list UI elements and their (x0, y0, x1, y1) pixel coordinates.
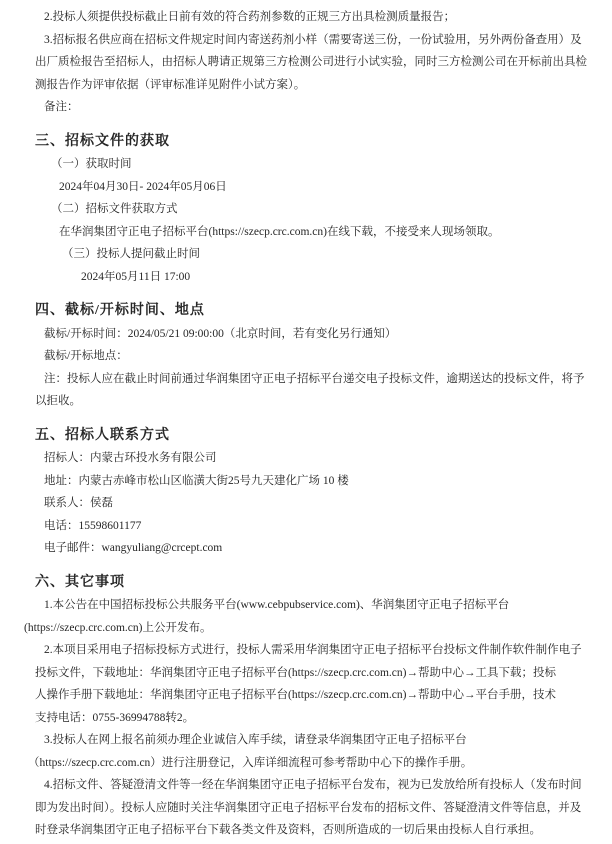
section-3-heading: 三、招标文件的获取 (35, 133, 170, 149)
section-6-item-2-line-2: 投标文件，下载地址：华润集团守正电子招标平台(https://szecp.crc.com.cn)→帮助中心→工具下载；投标 (35, 666, 556, 679)
section-3-item-3-value: 2024年05月11日 17:00 (81, 270, 191, 283)
section-6-item-3-line-1: 3.投标人在网上报名前须办理企业诚信入库手续，请登录华润集团守正电子招标平台 (44, 734, 467, 746)
section-5-heading: 五、招标人联系方式 (35, 427, 170, 443)
section-5-email-line: 电子邮件：wangyuliang@crcept.com (44, 542, 223, 554)
section-3-item-2-value: 在华润集团守正电子招标平台(https://szecp.crc.com.cn)在线下载，不接受来人现场领取。 (59, 225, 500, 238)
section-6-item-4-line-3: 时登录华润集团守正电子招标平台下载各类文件及资料，否则所造成的一切后果由投标人自行承担。 (35, 824, 541, 836)
section-5-address-line: 地址：内蒙古赤峰市松山区临潢大街25号九天建化广场 10 楼 (44, 474, 349, 487)
section-6-heading: 六、其它事项 (35, 574, 125, 590)
section-6-item-1-line-2: (https://szecp.crc.com.cn)上公开发布。 (24, 621, 212, 634)
section-6-item-4-line-1: 4.招标文件、答疑澄清文件等一经在华润集团守正电子招标平台发布，视为已发放给所有投标人（发布时间 (44, 779, 582, 791)
preamble-item-3-line-1: 3.招标报名供应商在招标文件规定时间内寄送药剂小样（需要寄送三份，一份试验用，另外两份备查用）及 (44, 33, 582, 46)
section-3-item-3-title: （三）投标人提问截止时间 (62, 248, 200, 260)
section-5-phone-line: 电话：15598601177 (44, 519, 142, 532)
section-3-item-2-title: （二）招标文件获取方式 (51, 203, 178, 215)
preamble-item-3-line-2: 出厂质检报告至招标人，由招标人聘请正规第三方检测公司进行小试实验，同时三方检测公司在开标前出具检 (35, 56, 587, 68)
section-3-item-1-value: 2024年04月30日- 2024年05月06日 (59, 180, 227, 193)
section-6-item-3-line-2: （https://szecp.crc.com.cn）进行注册登记，入库详细流程可参考帮助中心下的操作手册。 (28, 756, 473, 769)
preamble-item-3-line-3: 测报告作为评审依据（评审标准详见附件小试方案）。 (35, 78, 306, 91)
section-4-place-line: 截标/开标地点： (44, 350, 128, 362)
section-5-contact-line: 联系人：侯磊 (44, 497, 113, 509)
preamble-remark-label: 备注： (44, 101, 79, 113)
section-6-item-2-line-4: 支持电话：0755-36994788转2。 (35, 711, 195, 724)
section-6-item-2-line-1: 2.本项目采用电子招标投标方式进行，投标人需采用华润集团守正电子招标平台投标文件制作软件制作电子 (44, 644, 582, 656)
section-5-tenderee-line: 招标人：内蒙古环投水务有限公司 (44, 452, 217, 464)
preamble-item-2: 2.投标人须提供投标截止日前有效的符合药剂参数的正规三方出具检测质量报告； (44, 11, 456, 23)
section-4-time-line: 截标/开标时间：2024/05/21 09:00:00（北京时间，若有变化另行通知） (44, 327, 397, 340)
section-6-item-1-line-1: 1.本公告在中国招标投标公共服务平台(www.cebpubservice.com)、华润集团守正电子招标平台 (44, 599, 510, 611)
section-3-item-1-title: （一）获取时间 (51, 158, 132, 170)
section-6-item-2-line-3: 人操作手册下载地址：华润集团守正电子招标平台(https://szecp.crc.com.cn)→帮助中心→平台手册，技术 (35, 689, 556, 701)
section-4-note-line-1: 注：投标人应在截止时间前通过华润集团守正电子招标平台递交电子投标文件，逾期送达的投标文件，将予 (44, 372, 585, 385)
section-6-item-4-line-2: 即为发出时间）。投标人应随时关注华润集团守正电子招标平台发布的招标文件、答疑澄清文件等信息，并及 (35, 801, 582, 814)
section-4-note-line-2: 以拒收。 (35, 395, 81, 407)
section-4-heading: 四、截标/开标时间、地点 (35, 303, 205, 318)
